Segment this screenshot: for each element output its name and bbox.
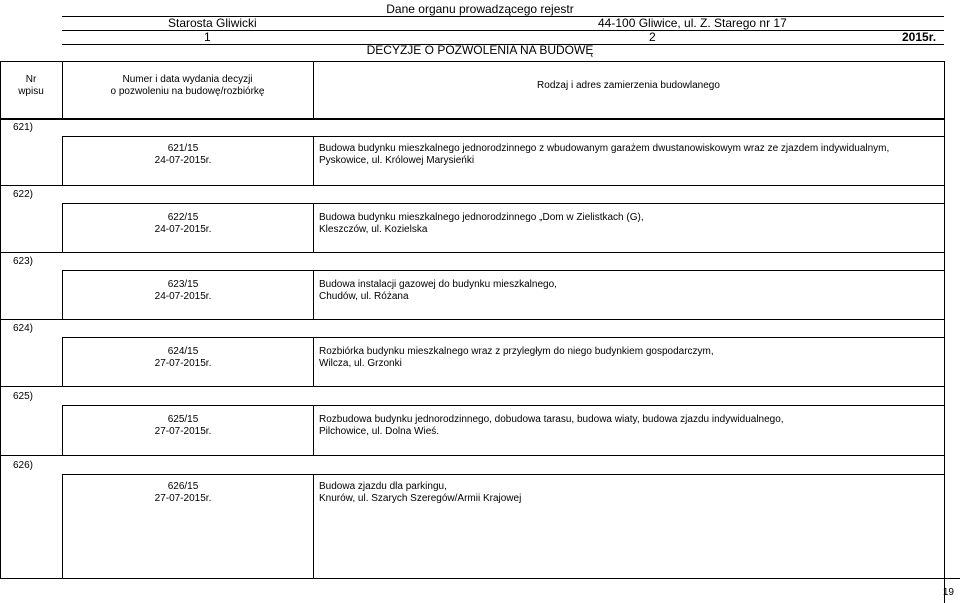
description-line1: Budowa budynku mieszkalnego jednorodzinnego z wbudowanym garażem dwustanowiskowym wraz ze zjazdem indywidualnym, xyxy=(319,143,890,154)
row-divider xyxy=(62,203,63,252)
row-divider xyxy=(313,405,314,455)
description-line1: Budowa budynku mieszkalnego jednorodzinnego „Dom w Zielistkach (G), xyxy=(319,212,644,223)
entry-nr: 622) xyxy=(13,189,34,200)
description-line2: Kleszczów, ul. Kozielska xyxy=(319,224,428,235)
description-line1: Budowa zjazdu dla parkingu, xyxy=(319,481,447,492)
decision-number-date xyxy=(113,212,253,236)
decision-number: 621/15 xyxy=(167,143,199,154)
register-title: Dane organu prowadzącego rejestr xyxy=(386,2,574,16)
entry-nr: 621) xyxy=(13,122,34,133)
decision-number: 625/15 xyxy=(167,414,199,425)
header-year: 2015r. xyxy=(902,30,937,44)
organ-name: Starosta Gliwicki xyxy=(168,16,257,30)
entry-nr: 624) xyxy=(13,323,34,334)
table-right-border xyxy=(944,61,945,578)
column-header-decision xyxy=(62,74,313,98)
header-num-1: 1 xyxy=(204,30,211,44)
column-header-decision-line2: o pozwoleniu na budowę/rozbiórkę xyxy=(110,86,265,97)
decision-number-date xyxy=(113,346,253,370)
decision-date: 27-07-2015r. xyxy=(154,358,212,369)
row-divider xyxy=(62,136,63,185)
row-inner-line xyxy=(62,405,944,406)
decision-number-date xyxy=(113,279,253,303)
column-header-nr-line1: Nr xyxy=(25,74,37,85)
row-divider xyxy=(62,337,63,386)
description-line2: Pilchowice, ul. Dolna Wieś. xyxy=(319,426,440,437)
entry-description xyxy=(319,346,714,370)
row-inner-line xyxy=(62,203,944,204)
table-top-border xyxy=(0,61,944,62)
row-divider xyxy=(313,203,314,252)
description-line1: Rozbiórka budynku mieszkalnego wraz z przyległym do niego budynkiem gospodarczym, xyxy=(319,346,714,357)
register-subtitle: DECYZJE O POZWOLENIA NA BUDOWĘ xyxy=(366,43,594,57)
row-inner-line xyxy=(62,474,944,475)
row-separator xyxy=(0,319,944,320)
entry-description xyxy=(319,414,784,438)
page-number: 19 xyxy=(942,587,954,598)
row-inner-line xyxy=(62,337,944,338)
table-bottom-border xyxy=(0,578,944,579)
row-divider xyxy=(313,270,314,319)
row-inner-line xyxy=(62,270,944,271)
column-header-decision-line1: Numer i data wydania decyzji xyxy=(122,74,253,85)
header-line xyxy=(62,30,944,31)
row-divider xyxy=(62,405,63,455)
decision-number-date xyxy=(113,143,253,167)
column-header-description: Rodzaj i adres zamierzenia budowlanego xyxy=(537,80,720,91)
row-divider xyxy=(313,136,314,185)
decision-date: 24-07-2015r. xyxy=(154,291,212,302)
description-line2: Wilcza, ul. Grzonki xyxy=(319,358,402,369)
decision-number-date xyxy=(113,414,253,438)
decision-number: 626/15 xyxy=(167,481,199,492)
header-num-2: 2 xyxy=(649,30,656,44)
row-separator xyxy=(0,119,944,120)
row-separator xyxy=(0,386,944,387)
column-header-nr xyxy=(0,74,62,98)
entry-description xyxy=(319,143,889,167)
decision-number: 624/15 xyxy=(167,346,199,357)
decision-date: 24-07-2015r. xyxy=(154,155,212,166)
row-separator xyxy=(0,252,944,253)
description-line2: Knurów, ul. Szarych Szeregów/Armii Krajowej xyxy=(319,493,522,504)
decision-date: 27-07-2015r. xyxy=(154,493,212,504)
decision-number: 622/15 xyxy=(167,212,199,223)
row-inner-line xyxy=(62,136,944,137)
entry-description xyxy=(319,212,644,236)
entry-nr: 626) xyxy=(13,460,34,471)
column-header-nr-line2: wpisu xyxy=(18,86,44,97)
decision-number: 623/15 xyxy=(167,279,199,290)
entry-description xyxy=(319,279,557,303)
row-separator xyxy=(0,185,944,186)
decision-date: 24-07-2015r. xyxy=(154,224,212,235)
organ-address: 44-100 Gliwice, ul. Z. Starego nr 17 xyxy=(598,16,787,30)
decision-date: 27-07-2015r. xyxy=(154,426,212,437)
entry-nr: 625) xyxy=(13,391,34,402)
row-divider xyxy=(62,474,63,578)
description-line1: Budowa instalacji gazowej do budynku mieszkalnego, xyxy=(319,279,557,290)
row-divider xyxy=(313,337,314,386)
entry-description xyxy=(319,481,521,505)
description-line2: Pyskowice, ul. Królowej Marysieńki xyxy=(319,155,475,166)
row-separator xyxy=(0,455,944,456)
description-line1: Rozbudowa budynku jednorodzinnego, dobudowa tarasu, budowa wiaty, budowa zjazdu indywidualnego, xyxy=(319,414,784,425)
decision-number-date xyxy=(113,481,253,505)
description-line2: Chudów, ul. Różana xyxy=(319,291,409,302)
row-divider xyxy=(313,474,314,578)
entry-nr: 623) xyxy=(13,256,34,267)
row-divider xyxy=(62,270,63,319)
